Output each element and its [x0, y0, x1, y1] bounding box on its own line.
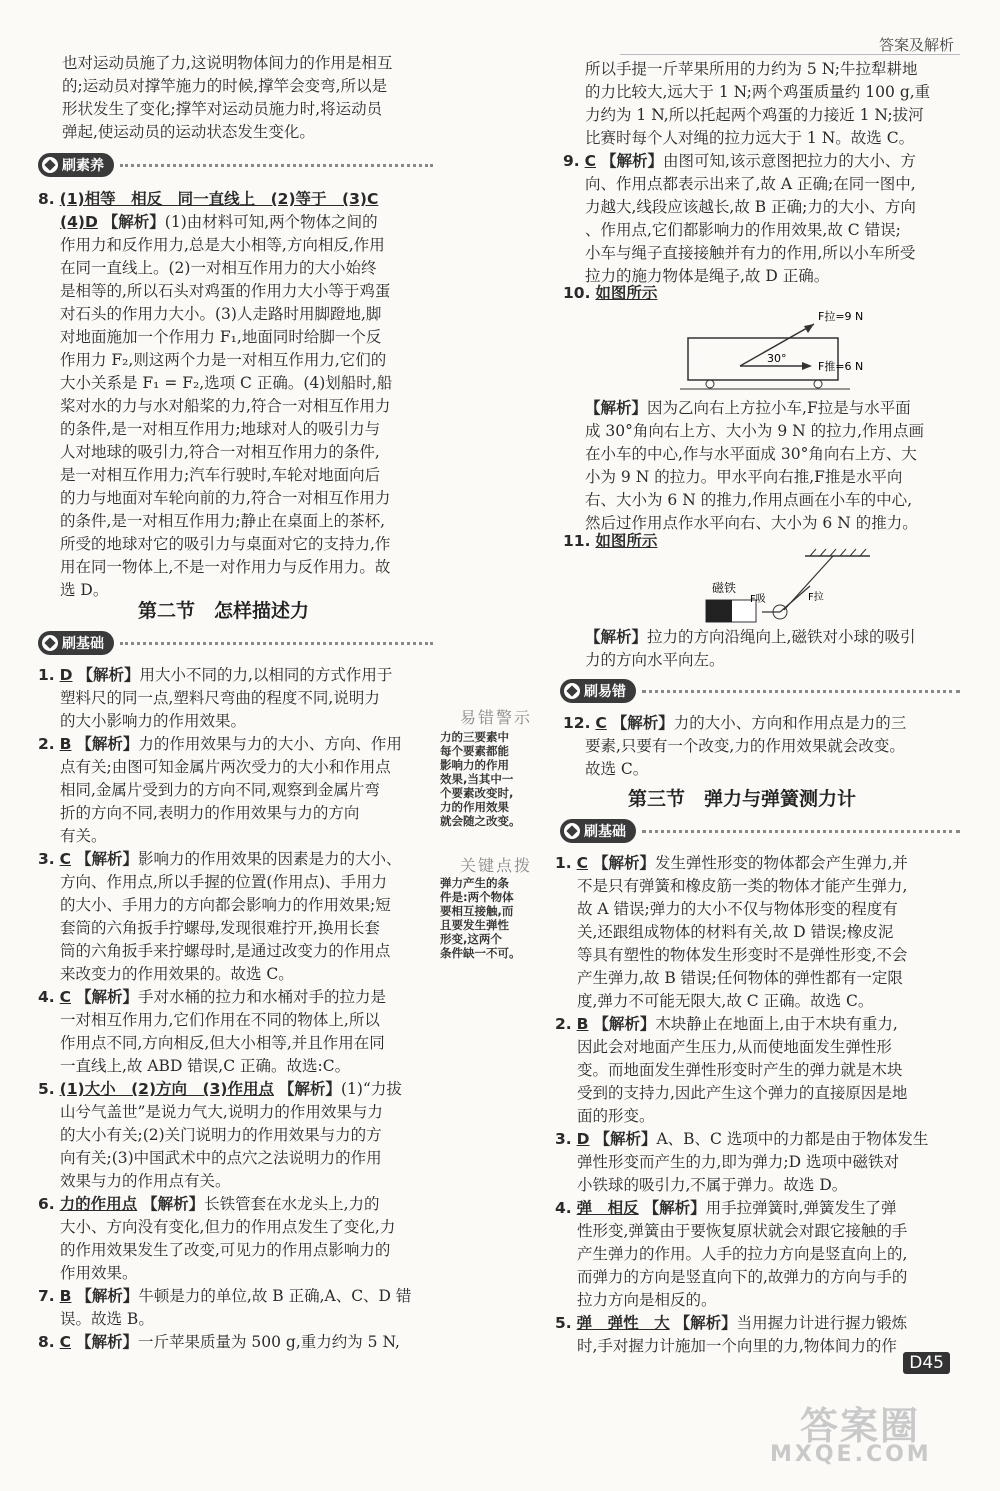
analysis-line: 作用力 F₂,则这两个力是一对相互作用力,它们的: [60, 351, 387, 369]
question-first-line: [563, 712, 963, 735]
question-number: 11.: [563, 532, 591, 550]
analysis-line: 的大小有关;(2)关门说明力的作用效果与力的方: [60, 1126, 382, 1144]
answer: 如图所示: [595, 284, 658, 302]
analysis-line: 作用点不同,方向相反,但大小相等,并且作用在同: [60, 1034, 385, 1052]
analysis-tag: 【解析】: [278, 1080, 341, 1098]
analysis-line: 折的方向不同,表明力的作用效果与力的方向: [60, 804, 360, 822]
analysis-line: 而弹力的方向是竖直向下的,故弹力的方向与手的: [577, 1268, 908, 1286]
analysis-line: 不是只有弹簧和橡皮筋一类的物体才能产生弹力,: [577, 877, 908, 895]
sidenote-line: 且要发生弹性: [440, 918, 509, 932]
brush-icon: [42, 635, 58, 651]
analysis-line: 、作用点,它们都影响力的作用效果,故 C 错误;: [585, 221, 901, 239]
analysis-tag: 【解析】: [611, 714, 674, 732]
question-first-line: [38, 986, 438, 1009]
analysis-line: 相同,金属片受到力的方向不同,观察到金属片弯: [60, 781, 380, 799]
analysis-tag: 【解析】: [75, 988, 138, 1006]
analysis-text: 影响力的作用效果的因素是力的大小、: [137, 850, 402, 868]
question-10-analysis: [585, 397, 965, 535]
analysis-line: 故 A 错误;弹力的大小不仅与物体形变的程度有: [577, 900, 898, 918]
brush-icon: [42, 157, 58, 173]
analysis-body: [38, 234, 438, 602]
analysis-line: 等具有塑性的物体发生形变时不是弹性形变,不会: [577, 946, 908, 964]
question-number: 1.: [555, 854, 572, 872]
analysis-first-line: [585, 626, 965, 649]
text-line: 所以手提一斤苹果所用的力约为 5 N;牛拉犁耕地: [585, 60, 918, 78]
ceiling-hatch: [810, 549, 866, 556]
analysis-line: 的大小、手用力的方向都会影响力的作用效果;短: [60, 896, 391, 914]
question-first-line: [555, 1013, 965, 1036]
question-number: 1.: [38, 666, 55, 684]
question-12-block: [563, 712, 963, 781]
answer: B: [59, 1287, 72, 1305]
analysis-line: 要素,只要有一个改变,力的作用效果就会改变。: [585, 737, 905, 755]
sidenote-line: 件是:两个物体: [440, 890, 514, 904]
magnet-force-label: F吸: [750, 594, 766, 605]
analysis-line: 向、作用点都表示出来了,故 A 正确;在同一图中,: [585, 175, 916, 193]
analysis-line: 受到的支持力,因此产生这个弹力的直接原因是地: [577, 1084, 908, 1102]
analysis-tag: 【解析】: [75, 850, 138, 868]
cart-wheel: [706, 380, 714, 388]
analysis-line: 面的形变。: [577, 1107, 655, 1125]
question-number: 2.: [38, 735, 55, 753]
sidenote-title-error: 易错警示: [460, 708, 533, 727]
analysis-tag: 【解析】: [593, 1015, 656, 1033]
sidenote-error-tips: [440, 730, 545, 828]
answer: D: [59, 666, 73, 684]
analysis-text: 手对水桶的拉力和水桶对手的拉力是: [137, 988, 386, 1006]
analysis-line: 误。故选 B。: [60, 1310, 154, 1328]
analysis-line: 的条件,是一对相互作用力;地球对人的吸引力与: [60, 420, 381, 438]
question-number: 8.: [38, 190, 55, 208]
watermark-url: MXQE.COM: [770, 1442, 932, 1467]
question-number: 10.: [563, 284, 591, 302]
analysis-text: 力的大小、方向和作用点是力的三: [673, 714, 907, 732]
analysis-line: 一对相互作用力,它们作用在不同的物体上,所以: [60, 1011, 380, 1029]
analysis-line: 有关。: [60, 827, 107, 845]
pull-force-arrow: [780, 586, 810, 612]
analysis-first-line: [585, 397, 965, 420]
section-title-2: 第二节 怎样描述力: [138, 600, 310, 622]
banner-shuajichu: 刷基础: [38, 630, 433, 656]
figure-magnet-ball: [700, 548, 880, 628]
question-number: 3.: [555, 1130, 572, 1148]
analysis-text: 当用握力计进行握力锻炼: [736, 1314, 908, 1332]
analysis-line: 大小关系是 F₁ = F₂,选项 C 正确。(4)划船时,船: [60, 374, 393, 392]
question-number: 4.: [38, 988, 55, 1006]
sidenote-line: 就会随之改变。: [440, 814, 521, 828]
analysis-line: 的大小影响力的作用效果。: [60, 712, 247, 730]
answer: D: [576, 1130, 590, 1148]
analysis-line: 关,还跟组成物体的材料有关,故 D 错误;橡皮泥: [577, 923, 894, 941]
analysis-text: (1)“力拔: [340, 1080, 402, 1098]
analysis-tag: 【解析】: [75, 1333, 138, 1351]
analysis-line: 产生弹力的作用。人手的拉力方向是竖直向上的,: [577, 1245, 908, 1263]
analysis-line: 选 D。: [60, 581, 109, 599]
analysis-text: 力的作用效果与力的大小、方向、作用: [138, 735, 402, 753]
analysis-line: 的条件,是一对相互作用力;静止在桌面上的茶杯,: [60, 512, 386, 530]
question-number: 2.: [555, 1015, 572, 1033]
analysis-line: 塑料尺的同一点,塑料尺弯曲的程度不同,说明力: [60, 689, 380, 707]
answer: (4)D: [60, 213, 98, 231]
magnet-pole: [706, 600, 732, 622]
watermark-logo: 答案圈: [800, 1404, 921, 1448]
question-number: 12.: [563, 714, 591, 732]
analysis-text: 用手拉弹簧时,弹簧发生了弹: [705, 1199, 897, 1217]
header-rule: [620, 54, 960, 55]
right-question-list: [555, 852, 965, 1358]
analysis-line: 是一对相互作用力;汽车行驶时,车轮对地面向后: [60, 466, 381, 484]
analysis-tag: 【解析】: [592, 854, 655, 872]
sidenote-line: 力的作用效果: [440, 800, 509, 814]
push-force-label: F推=6 N: [818, 360, 864, 373]
sidenote-line: 个要素改变时,: [440, 786, 514, 800]
sidenote-line: 形变,这两个: [440, 932, 502, 946]
question-first-line: [38, 1285, 438, 1308]
analysis-tag: 【解析】: [77, 666, 140, 684]
question-11-analysis: [585, 626, 965, 672]
left-top-paragraph: [62, 52, 438, 144]
analysis-line: 成 30°角向右上方、大小为 9 N 的拉力,作用点画: [585, 422, 925, 440]
pull-force-label: F拉: [808, 592, 824, 603]
answer: 如图所示: [595, 532, 658, 550]
analysis-text: 拉力的方向沿绳向上,磁铁对小球的吸引: [647, 628, 916, 646]
pull-force-label: F拉=9 N: [818, 310, 864, 323]
analysis-text: 木块静止在地面上,由于木块有重力,: [655, 1015, 898, 1033]
question-first-line: [555, 1128, 965, 1151]
analysis-line: 力的方向水平向左。: [585, 651, 725, 669]
analysis-line: 时,手对握力计施加一个向里的力,物体间力的作: [577, 1337, 897, 1355]
analysis-text: 用大小不同的力,以相同的方式作用于: [139, 666, 393, 684]
dotted-divider: [120, 164, 433, 167]
analysis-line: 所受的地球对它的吸引力与桌面对它的支持力,作: [60, 535, 391, 553]
question-first-line: [38, 733, 438, 756]
text-line: 力约为 1 N,所以托起两个鸡蛋的力接近 1 N;拔河: [585, 106, 924, 124]
analysis-line: 套筒的六角扳手拧螺母,发现很难拧开,换用长套: [60, 919, 380, 937]
analysis-text: 由图可知,该示意图把拉力的大小、方: [662, 152, 916, 170]
answer: C: [595, 714, 607, 732]
question-first-line: [555, 1197, 965, 1220]
sidenote-line: 要相互接触,而: [440, 904, 514, 918]
analysis-line: 拉力方向是相反的。: [577, 1291, 717, 1309]
analysis-line: 拉力的施力物体是绳子,故 D 正确。: [585, 267, 830, 285]
analysis-line: 来改变力的作用效果的。故选 C。: [60, 965, 294, 983]
brush-icon: [564, 683, 580, 699]
answer: C: [59, 850, 72, 868]
analysis-text: 长铁管套在水龙头上,力的: [204, 1195, 380, 1213]
question-9-block: [563, 150, 963, 288]
question-first-line: [38, 1193, 438, 1216]
sidenote-title-key: 关键点拨: [460, 856, 533, 875]
right-top-paragraph: [585, 58, 965, 150]
analysis-text: A、B、C 选项中的力都是由于物体发生: [656, 1130, 929, 1148]
question-number: 7.: [38, 1287, 55, 1305]
analysis-line: 小车与绳子直接接触并有力的作用,所以小车所受: [585, 244, 916, 262]
analysis-tag: 【解析】: [600, 152, 663, 170]
banner-shuajichu-2: 刷基础: [560, 818, 960, 844]
analysis-line: 向有关;(3)中国武术中的点穴之法说明力的作用: [60, 1149, 382, 1167]
brush-icon: [564, 823, 580, 839]
sidenote-line: 力的三要素中: [440, 730, 509, 744]
analysis-line: 对石头的作用力大小。(3)人走路时用脚蹬地,脚: [60, 305, 382, 323]
question-first-line: [38, 848, 438, 871]
answer: (1)大小 (2)方向 (3)作用点: [59, 1080, 274, 1098]
analysis-line: 力越大,线段应该越长,故 B 正确;力的大小、方向: [585, 198, 916, 216]
left-question-list: [38, 664, 438, 1354]
sidenote-line: 弹力产生的条: [440, 876, 509, 890]
answer: B: [576, 1015, 589, 1033]
analysis-text: 发生弹性形变的物体都会产生弹力,并: [654, 854, 908, 872]
text-line: 的;运动员对撑竿施力的时候,撑竿会变弯,所以是: [62, 77, 388, 95]
analysis-tag: 【解析】: [674, 1314, 737, 1332]
page-header-title: 答案及解析: [878, 36, 954, 54]
sidenote-line: 每个要素都能: [440, 744, 509, 758]
banner-shuayicuo: 刷易错: [560, 678, 960, 704]
answer: C: [584, 152, 597, 170]
text-line: 的力比较大,远大于 1 N;两个鸡蛋质量约 100 g,重: [585, 83, 931, 101]
dotted-divider: [642, 690, 960, 693]
question-first-line: [38, 1078, 438, 1101]
analysis-line: 然后过作用点作水平向右、大小为 6 N 的推力。: [585, 514, 918, 532]
answer: 力的作用点: [59, 1195, 138, 1213]
analysis-line: 因此会对地面产生压力,从而使地面发生弹性形: [577, 1038, 892, 1056]
analysis-line: 效果与力的作用点有关。: [60, 1172, 231, 1190]
analysis-line: 小铁球的吸引力,不属于弹力。故选 D。: [577, 1176, 848, 1194]
question-first-line: [38, 664, 438, 687]
analysis-line: 弹性形变而产生的力,即为弹力;D 选项中磁铁对: [577, 1153, 900, 1171]
analysis-text: 一斤苹果质量为 500 g,重力约为 5 N,: [137, 1333, 400, 1351]
dotted-divider: [642, 830, 960, 833]
angle-label: 30°: [767, 352, 787, 365]
analysis-line: 作用力和反作用力,总是大小相等,方向相反,作用: [60, 236, 385, 254]
analysis-line: 对地面施加一个作用力 F₁,地面同时给脚一个反: [60, 328, 382, 346]
analysis-line: 山兮气盖世”是说力气大,说明力的作用效果与力: [60, 1103, 383, 1121]
section-title-3: 第三节 弹力与弹簧测力计: [628, 788, 857, 810]
question-number: 8.: [38, 1333, 55, 1351]
sidenote-line: 条件缺一不可。: [440, 946, 521, 960]
analysis-line: 是相等的,所以石头对鸡蛋的作用力大小等于鸡蛋: [60, 282, 391, 300]
cart-wheel: [814, 380, 822, 388]
answer: C: [59, 988, 72, 1006]
answer: 弹 弹性 大: [576, 1314, 670, 1332]
analysis-tag: 【解析】: [76, 1287, 139, 1305]
analysis-line: 在同一直线上。(2)一对相互作用力的大小始终: [60, 259, 377, 277]
analysis-tag: 【解析】: [76, 735, 139, 753]
question-first-line: [555, 852, 965, 875]
answer: C: [576, 854, 589, 872]
analysis-text: 因为乙向右上方拉小车,F拉是与水平面: [647, 399, 911, 417]
analysis-line: 故选 C。: [585, 760, 649, 778]
page-number: D45: [903, 1352, 950, 1374]
answer: C: [59, 1333, 72, 1351]
question-first-line: [563, 150, 963, 173]
sidenote-key-points: [440, 876, 545, 960]
question-first-line: [38, 1331, 438, 1354]
banner-shuasuyang: 刷素养: [38, 152, 433, 178]
analysis-tag: 【解析】: [594, 1130, 657, 1148]
sidenote-line: 影响力的作用: [440, 758, 509, 772]
analysis-line: 在小车的中心,作与水平面成 30°角向右上方、大: [585, 445, 917, 463]
analysis-line: 筒的六角扳手来拧螺母时,是通过改变力的作用点: [60, 942, 391, 960]
question-number: 5.: [38, 1080, 55, 1098]
analysis-tag: 【解析】: [102, 213, 165, 231]
analysis-tag: 【解析】: [585, 628, 648, 646]
analysis-line: 小为 9 N 的拉力。甲水平向右推,F推是水平向: [585, 468, 903, 486]
analysis-tag: 【解析】: [142, 1195, 205, 1213]
analysis-line: 变。而地面发生弹性形变时产生的弹力就是木块: [577, 1061, 903, 1079]
dotted-divider: [120, 642, 433, 645]
analysis-line: 度,弹力不可能无限大,故 C 正确。故选 C。: [577, 992, 874, 1010]
answer: (1)相等 相反 同一直线上 (2)等于 (3)C: [59, 190, 379, 208]
text-line: 也对运动员施了力,这说明物体间力的作用是相互: [62, 54, 393, 72]
text-line: 比赛时每个人对绳的拉力远大于 1 N。故选 C。: [585, 129, 915, 147]
analysis-tag: 【解析】: [643, 1199, 706, 1217]
analysis-line: 作用效果。: [60, 1264, 138, 1282]
analysis-line: 右、大小为 6 N 的推力,作用点画在小车的中心,: [585, 491, 913, 509]
analysis-line: 大小、方向没有变化,但力的作用点发生了变化,力: [60, 1218, 396, 1236]
question-number: 4.: [555, 1199, 572, 1217]
question-number: 5.: [555, 1314, 572, 1332]
arrow-head: [802, 362, 812, 370]
analysis-line: 一直线上,故 ABD 错误,C 正确。故选:C。: [60, 1057, 351, 1075]
answer: B: [59, 735, 72, 753]
figure-cart-forces: [680, 300, 940, 400]
analysis-text: 牛顿是力的单位,故 B 正确,A、C、D 错: [138, 1287, 412, 1305]
analysis-line: 点有关;由图可知金属片两次受力的大小和作用点: [60, 758, 391, 776]
analysis-line: 方向、作用点,所以手握的位置(作用点)、手用力: [60, 873, 388, 891]
analysis-line: 人对地球的吸引力,符合一对相互作用力的条件,: [60, 443, 380, 461]
arrow-head: [804, 324, 814, 333]
analysis-line: 用在同一物体上,不是一对作用力与反作用力。故: [60, 558, 391, 576]
sidenote-line: 效果,当其中一: [440, 772, 514, 786]
question-number: 6.: [38, 1195, 55, 1213]
magnet-label: 磁铁: [712, 581, 737, 595]
analysis-line: 的力与地面对车轮向前的力,符合一对相互作用力: [60, 489, 391, 507]
text-line: 形状发生了变化;撑竿对运动员施力时,将运动员: [62, 100, 383, 118]
analysis-line: 性形变,弹簧由于要恢复原状就会对跟它接触的手: [577, 1222, 908, 1240]
analysis-tag: 【解析】: [585, 399, 648, 417]
question-number: 9.: [563, 152, 580, 170]
analysis-line: 的作用效果发生了改变,可见力的作用点影响力的: [60, 1241, 391, 1259]
answer: 弹 相反: [576, 1199, 639, 1217]
text-line: 弹起,使运动员的运动状态发生变化。: [62, 123, 315, 141]
question-number: 3.: [38, 850, 55, 868]
question-8-block: [38, 188, 438, 602]
question-first-line: [555, 1312, 965, 1335]
analysis-line: 产生弹力,故 B 错误;任何物体的弹性都有一定限: [577, 969, 903, 987]
analysis-text: (1)由材料可知,两个物体之间的: [164, 213, 378, 231]
analysis-line: 桨对水的力与水对船桨的力,符合一对相互作用力: [60, 397, 391, 415]
cart-body: [688, 338, 838, 380]
